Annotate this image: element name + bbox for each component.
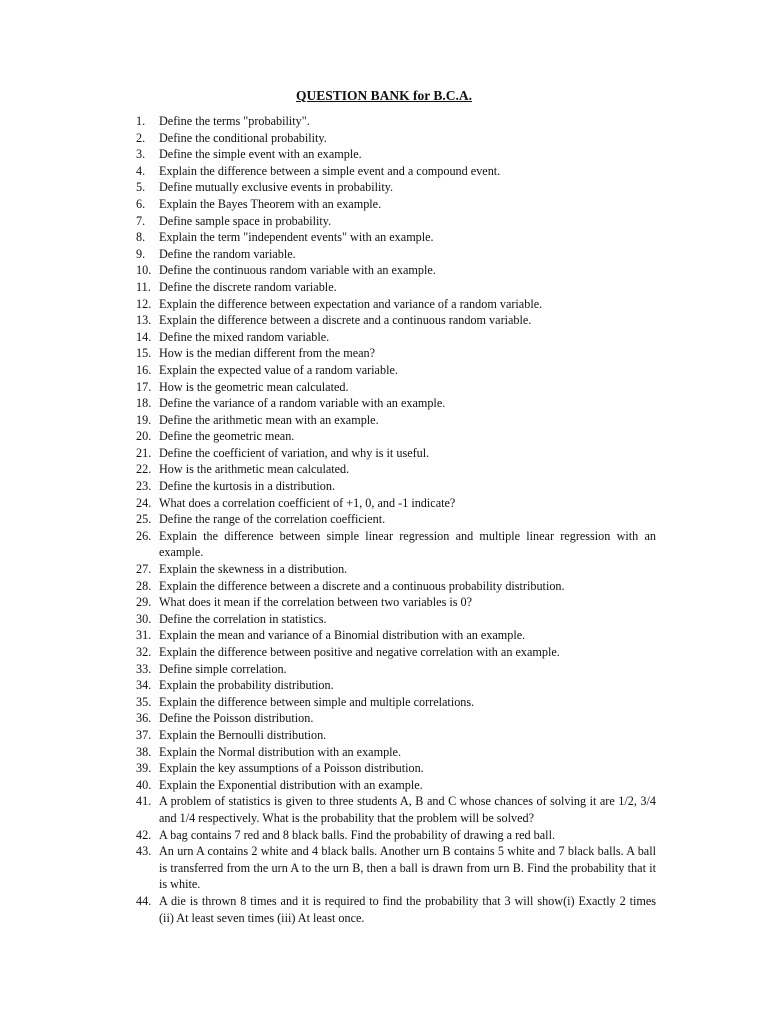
question-item <box>0 329 768 346</box>
question-text: Define the mixed random variable. <box>159 329 330 344</box>
question-item <box>0 710 768 727</box>
question-number: 14. <box>136 329 152 344</box>
question-number: 4. <box>136 163 146 178</box>
question-number: 13. <box>136 313 152 328</box>
question-number: 2. <box>136 130 146 145</box>
question-text: Explain the expected value of a random variable. <box>159 362 398 377</box>
question-item <box>0 827 768 844</box>
question-text: Define the correlation in statistics. <box>159 611 327 626</box>
question-item <box>0 478 768 495</box>
question-number: 42. <box>136 827 152 842</box>
question-number: 16. <box>136 362 152 377</box>
question-number: 18. <box>136 396 152 411</box>
question-text: Explain the Bernoulli distribution. <box>159 727 327 742</box>
question-text: Explain the mean and variance of a Binomial distribution with an example. <box>159 628 526 643</box>
question-text: Define the geometric mean. <box>159 429 295 444</box>
question-number: 9. <box>136 246 146 261</box>
question-number: 20. <box>136 429 152 444</box>
question-text: Define the Poisson distribution. <box>159 711 314 726</box>
question-item <box>0 113 768 130</box>
question-item <box>0 495 768 512</box>
question-text: Explain the key assumptions of a Poisson distribution. <box>159 761 424 776</box>
question-item <box>0 179 768 196</box>
question-number: 26. <box>136 528 152 543</box>
question-item <box>0 744 768 761</box>
question-text: An urn A contains 2 white and 4 black balls. Another urn B contains 5 white and 7 black balls. A ball is transferred from the urn A to the urn B, then a ball is drawn from urn B. Find the probability that it is white. <box>159 844 656 892</box>
question-text: A die is thrown 8 times and it is required to find the probability that 3 will show(i) Exactly 2 times (ii) At least seven times (iii) At least once. <box>159 893 656 925</box>
question-number: 34. <box>136 678 152 693</box>
question-text: Explain the Normal distribution with an example. <box>159 744 402 759</box>
question-item <box>0 296 768 313</box>
question-text: Define the kurtosis in a distribution. <box>159 479 336 494</box>
question-number: 8. <box>136 230 146 245</box>
question-number: 24. <box>136 495 152 510</box>
question-item <box>0 843 768 893</box>
question-number: 15. <box>136 346 152 361</box>
question-item <box>0 694 768 711</box>
question-number: 37. <box>136 727 152 742</box>
question-item <box>0 561 768 578</box>
question-text: Explain the difference between positive and negative correlation with an example. <box>159 645 560 659</box>
question-number: 41. <box>136 794 152 809</box>
question-text: Explain the difference between simple and multiple correlations. <box>159 694 475 709</box>
question-text: What does a correlation coefficient of +1, 0, and -1 indicate? <box>159 495 456 510</box>
question-item <box>0 163 768 180</box>
question-item <box>0 262 768 279</box>
question-text: Explain the difference between a discrete and a continuous random variable. <box>159 313 532 328</box>
question-item <box>0 312 768 329</box>
question-number: 30. <box>136 611 152 626</box>
question-item <box>0 644 768 661</box>
question-text: Define the simple event with an example. <box>159 147 362 162</box>
question-item <box>0 627 768 644</box>
question-item <box>0 279 768 296</box>
question-item <box>0 893 768 926</box>
question-item <box>0 362 768 379</box>
question-item <box>0 412 768 429</box>
question-number: 35. <box>136 694 152 709</box>
question-number: 7. <box>136 213 146 228</box>
question-item <box>0 130 768 147</box>
question-item <box>0 461 768 478</box>
question-text: Define simple correlation. <box>159 661 287 676</box>
question-text: Explain the term "independent events" with an example. <box>159 230 434 245</box>
question-text: A bag contains 7 red and 8 black balls. Find the probability of drawing a red ball. <box>159 827 555 842</box>
question-text: Define the coefficient of variation, and why is it useful. <box>159 445 430 460</box>
question-number: 6. <box>136 196 146 211</box>
question-text: Explain the Exponential distribution with an example. <box>159 777 423 792</box>
question-text: Define the variance of a random variable with an example. <box>159 396 446 411</box>
question-number: 39. <box>136 761 152 776</box>
question-item <box>0 345 768 362</box>
question-item <box>0 196 768 213</box>
question-number: 40. <box>136 777 152 792</box>
question-item <box>0 611 768 628</box>
question-number: 32. <box>136 645 152 659</box>
question-text: Define the random variable. <box>159 246 296 261</box>
question-text: How is the median different from the mean? <box>159 346 376 361</box>
question-text: Define the range of the correlation coefficient. <box>159 512 386 527</box>
question-text: What does it mean if the correlation between two variables is 0? <box>159 595 473 610</box>
question-text: Explain the difference between expectation and variance of a random variable. <box>159 296 543 311</box>
question-text: Explain the difference between a simple event and a compound event. <box>159 163 501 178</box>
question-item <box>0 395 768 412</box>
question-text: Define the continuous random variable with an example. <box>159 263 436 278</box>
question-text: Define mutually exclusive events in probability. <box>159 180 394 195</box>
question-text: Explain the difference between simple linear regression and multiple linear regression with an example. <box>159 528 656 560</box>
question-number: 19. <box>136 412 152 427</box>
question-text: Define sample space in probability. <box>159 213 332 228</box>
question-text: Define the discrete random variable. <box>159 279 337 294</box>
question-number: 21. <box>136 445 152 460</box>
question-text: Define the conditional probability. <box>159 130 327 145</box>
question-list <box>0 113 768 926</box>
question-item <box>0 594 768 611</box>
page-title: QUESTION BANK for B.C.A. <box>295 88 473 103</box>
question-item <box>0 511 768 528</box>
question-item <box>0 246 768 263</box>
question-number: 11. <box>136 279 151 294</box>
question-number: 10. <box>136 263 152 278</box>
question-text: Define the arithmetic mean with an example. <box>159 412 379 427</box>
question-number: 38. <box>136 744 152 759</box>
question-text: Explain the probability distribution. <box>159 678 334 693</box>
question-text: How is the arithmetic mean calculated. <box>159 462 350 477</box>
question-number: 33. <box>136 661 152 676</box>
question-item <box>0 777 768 794</box>
question-item <box>0 379 768 396</box>
question-number: 25. <box>136 512 152 527</box>
question-number: 17. <box>136 379 152 394</box>
question-text: How is the geometric mean calculated. <box>159 379 349 394</box>
question-number: 3. <box>136 147 146 162</box>
question-item <box>0 146 768 163</box>
question-item <box>0 445 768 462</box>
question-number: 29. <box>136 595 152 610</box>
question-number: 36. <box>136 711 152 726</box>
question-item <box>0 793 768 826</box>
question-item <box>0 528 768 561</box>
question-text: Explain the skewness in a distribution. <box>159 562 348 577</box>
question-number: 43. <box>136 844 152 859</box>
question-number: 1. <box>136 114 146 128</box>
question-text: A problem of statistics is given to three students A, B and C whose chances of solving it are 1/2, 3/4 and 1/4 respectively. What is the probability that the problem will be solved? <box>159 794 656 825</box>
question-text: Explain the difference between a discrete and a continuous probability distribution. <box>159 578 565 593</box>
question-item <box>0 727 768 744</box>
question-item <box>0 661 768 678</box>
question-item <box>0 760 768 777</box>
question-text: Explain the Bayes Theorem with an example. <box>159 196 382 211</box>
question-number: 31. <box>136 628 152 643</box>
question-number: 27. <box>136 562 152 577</box>
question-number: 5. <box>136 180 146 195</box>
question-item <box>0 578 768 595</box>
question-text: Define the terms "probability". <box>159 114 310 128</box>
question-number: 28. <box>136 578 152 593</box>
question-number: 23. <box>136 479 152 494</box>
question-item <box>0 229 768 246</box>
question-item <box>0 213 768 230</box>
question-item <box>0 428 768 445</box>
question-number: 22. <box>136 462 152 477</box>
question-number: 44. <box>136 893 152 908</box>
question-item <box>0 677 768 694</box>
question-number: 12. <box>136 296 152 311</box>
